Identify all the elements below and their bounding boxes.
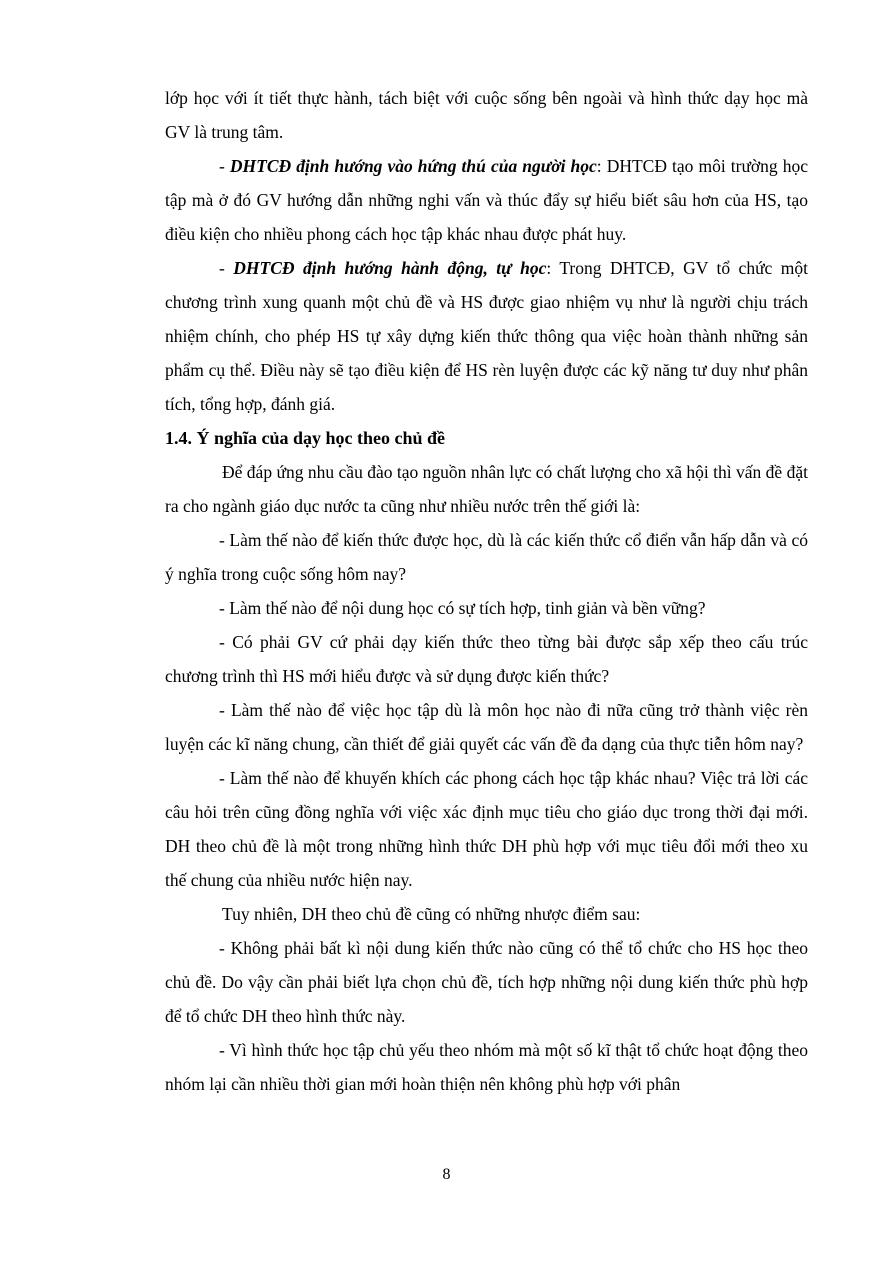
question-item: - Làm thế nào để kiến thức được học, dù là các kiến thức cổ điển vẫn hấp dẫn và có ý nghĩa trong cuộc sống hôm nay? xyxy=(165,530,808,584)
question-item: - Làm thế nào để nội dung học có sự tích hợp, tinh giản và bền vững? xyxy=(219,598,706,618)
paragraph-action-oriented xyxy=(165,251,808,421)
page-number: 8 xyxy=(442,1166,451,1183)
paragraph-intro: Để đáp ứng nhu cầu đào tạo nguồn nhân lực có chất lượng cho xã hội thì vấn đề đặt ra cho ngành giáo dục nước ta cũng như nhiều nước trên thế giới là: xyxy=(165,462,808,516)
question-item: - Làm thế nào để khuyến khích các phong cách học tập khác nhau? Việc trả lời các câu hỏi trên cũng đồng nghĩa với việc xác định mục tiêu cho giáo dục trong thời đại mới. DH theo chủ đề là một trong những hình thức DH phù hợp với mục tiêu đổi mới theo xu thế chung của nhiều nước hiện nay. xyxy=(165,768,808,890)
drawback-item: - Không phải bất kì nội dung kiến thức nào cũng có thể tổ chức cho HS học theo chủ đề. Do vậy cần phải biết lựa chọn chủ đề, tích hợp những nội dung kiến thức phù hợp để tổ chức DH theo hình thức này. xyxy=(165,938,808,1026)
question-item: - Làm thế nào để việc học tập dù là môn học nào đi nữa cũng trở thành việc rèn luyện các kĩ năng chung, cần thiết để giải quyết các vấn đề đa dạng của thực tiễn hôm nay? xyxy=(165,700,808,754)
bullet-dash: - xyxy=(219,156,230,176)
paragraph-text: : Trong DHTCĐ, GV tổ chức một chương trình xung quanh một chủ đề và HS được giao nhiệm vụ như là người chịu trách nhiệm chính, cho phép HS tự xây dựng kiến thức thông qua việc hoàn thành những sản phẩm cụ thể. Điều này sẽ tạo điều kiện để HS rèn luyện được các kỹ năng tư duy như phân tích, tổng hợp, đánh giá. xyxy=(165,258,809,414)
paragraph-text: : DHTCĐ tạo môi trường học tập mà ở đó GV hướng dẫn những nghi vấn và thúc đẩy sự hiểu biết sâu hơn của HS, tạo điều kiện cho nhiều phong cách học tập khác nhau được phát huy. xyxy=(165,156,809,244)
paragraph-interest-oriented xyxy=(165,149,808,251)
paragraph-continuation: lớp học với ít tiết thực hành, tách biệt với cuộc sống bên ngoài và hình thức dạy học mà GV là trung tâm. xyxy=(165,88,808,142)
term-interest-oriented: DHTCĐ định hướng vào hứng thú của người học xyxy=(229,156,597,176)
page-body xyxy=(165,81,808,1101)
bullet-dash: - xyxy=(219,258,234,278)
term-action-oriented: DHTCĐ định hướng hành động, tự học xyxy=(233,258,547,278)
drawback-item: - Vì hình thức học tập chủ yếu theo nhóm mà một số kĩ thật tổ chức hoạt động theo nhóm lại cần nhiều thời gian mới hoàn thiện nên không phù hợp với phân xyxy=(165,1040,808,1094)
paragraph-drawbacks-intro: Tuy nhiên, DH theo chủ đề cũng có những nhược điểm sau: xyxy=(222,904,641,924)
section-heading: 1.4. Ý nghĩa của dạy học theo chủ đề xyxy=(165,428,446,448)
question-item: - Có phải GV cứ phải dạy kiến thức theo từng bài được sắp xếp theo cấu trúc chương trình thì HS mới hiểu được và sử dụng được kiến thức? xyxy=(165,632,808,686)
